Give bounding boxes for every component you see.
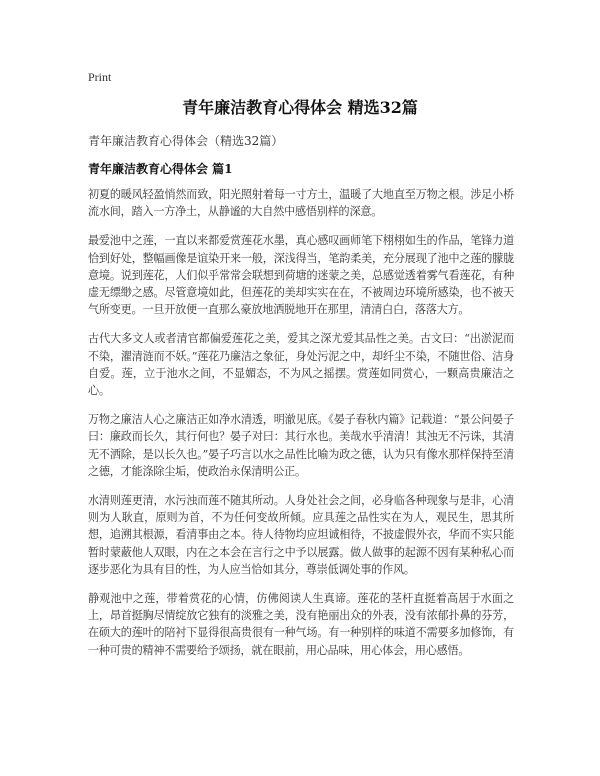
paragraph-1: 初夏的暖风轻盈悄然而致，阳光照射着每一寸方土，温暖了大地直至万物之根。涉足小桥流水间，踏入一方净土，从静谧的大自然中感悟别样的深意。 <box>88 188 514 219</box>
page-title: 青年廉洁教育心得体会 精选32篇 <box>182 98 418 117</box>
document-subtitle: 青年廉洁教育心得体会（精选32篇） <box>88 134 284 148</box>
paragraph-2: 最爱池中之莲，一直以来都爱赏莲花水墨，真心感叹画师笔下栩栩如生的作品，笔锋力道恰到好处，整幅画像是谊染开来一般，深浅得当，笔韵柔美，充分展现了池中之莲的朦胧意境。说到莲花，人们似乎常常会联想到荷塘的迷蒙之美，总感觉透着雾气看莲花，有种虚无缥缈之感。尽管意境如此，但莲花的美却实实在在，不被周边环境所感染，也不被天气所变更。一旦开放便一直那么豪放地洒脱地开在那里，清清白白，落落大方。 <box>88 234 514 317</box>
paragraph-3: 古代大多文人或者清官都偏爱莲花之美，爱其之深尤爱其品性之美。古文曰：“出淤泥而不染，濯清涟而不妖。”莲花乃廉洁之象征，身处污泥之中，却纤尘不染，不随世俗、洁身自爱。莲，立于池水之间，不显媚态，不为风之摇摆。赏莲如同赏心，一颗高贵廉洁之心。 <box>88 332 514 398</box>
paragraph-5: 水清则莲更清，水污浊而莲不随其所动。人身处社会之间，必身临各种现象与是非，心清则为人耿直，原则为首，不为任何变故所倾。应具莲之品性实在为人，观民生，思其所想，追溯其根源，看清事由之本。待人待物均应坦诚相待，不披虚假外衣，华而不实只能暂时蒙蔽他人双眼，内在之本会在言行之中予以展露。做人做事的起源不因有某种私心而逐步恶化为具有目的性，为人应当恰如其分，尊崇低调处事的作风。 <box>88 494 514 576</box>
paragraph-6: 静观池中之莲，带着赏花的心情，仿佛阅读人生真谛。莲花的茎杆直挺着高居于水面之上，昂首挺胸尽情绽放它独有的淡雅之美，没有艳丽出众的外表，没有浓郁扑鼻的芬芳，在硕大的莲叶的陪衬下显得很高贵很有一种气场。有一种别样的味道不需要多加修饰，有一种可贵的精神不需要给予颂扬，就在眼前，用心品味，用心体会，用心感悟。 <box>88 592 514 657</box>
print-link[interactable]: Print <box>88 70 112 84</box>
paragraph-4: 万物之廉洁人心之廉洁正如净水清透，明澈见底。《晏子春秋内篇》记载道：“景公问晏子曰：廉政而长久，其行何也？晏子对曰：其行水也。美哉水乎清清！其浊无不污诛，其清无不洒除，是以长久也。”晏子巧言以水之品性比喻为政之德，认为只有像水那样保持至清之德，才能涤除尘垢，使政治永保清明公正。 <box>88 413 514 478</box>
section-heading: 青年廉洁教育心得体会 篇1 <box>88 162 233 176</box>
article-body <box>88 186 514 671</box>
